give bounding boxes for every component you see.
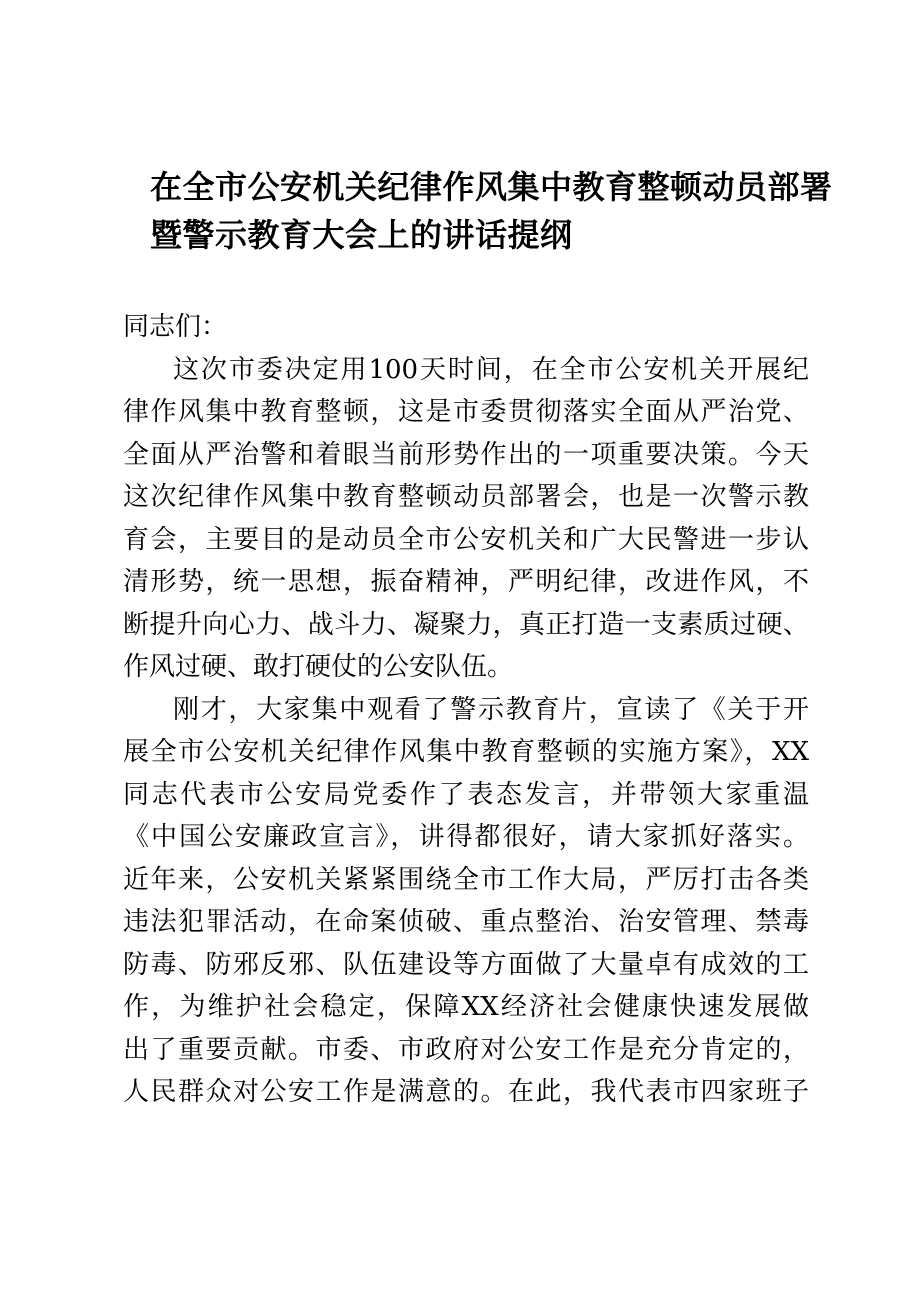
paragraph-line: 律作风集中教育整顿，这是市委贯彻落实全面从严治党、 [123, 397, 809, 427]
paragraph-line: 这次市委决定用100天时间，在全市公安机关开展纪 [173, 354, 809, 385]
paragraph-2 [123, 689, 823, 1114]
paragraph-line: 同志代表市公安局党委作了表态发言，并带领大家重温 [123, 779, 809, 810]
paragraph-line: 人民群众对公安工作是满意的。在此，我代表市四家班子 [123, 1077, 809, 1107]
paragraph-line: 展全市公安机关纪律作风集中教育整顿的实施方案》，XX [123, 737, 809, 767]
document-body [123, 306, 823, 1114]
paragraph-line: 作，为维护社会稳定，保障XX经济社会健康快速发展做 [123, 992, 809, 1022]
title-line: 在全市公安机关纪律作风集中教育整顿动员部署 [150, 168, 833, 206]
paragraph-line: 《中国公安廉政宣言》，讲得都很好，请大家抓好落实。 [123, 822, 809, 852]
paragraph-line: 全面从严治警和着眼当前形势作出的一项重要决策。今天 [123, 439, 809, 470]
paragraph-line: 防毒、防邪反邪、队伍建设等方面做了大量卓有成效的工 [123, 949, 809, 980]
paragraph-line: 断提升向心力、战斗力、凝聚力，真正打造一支素质过硬、 [123, 609, 809, 640]
paragraph-line: 违法犯罪活动，在命案侦破、重点整治、治安管理、禁毒 [123, 907, 809, 937]
document-title [150, 163, 833, 259]
paragraph-line: 清形势，统一思想，振奋精神，严明纪律，改进作风，不 [123, 567, 809, 597]
title-line: 暨警示教育大会上的讲话提纲 [150, 216, 573, 254]
paragraph-line: 出了重要贡献。市委、市政府对公安工作是充分肯定的， [123, 1034, 809, 1065]
salutation: 同志们： [123, 312, 228, 342]
paragraph-1 [123, 349, 823, 689]
paragraph-line: 育会，主要目的是动员全市公安机关和广大民警进一步认 [123, 524, 809, 555]
paragraph-line: 近年来，公安机关紧紧围绕全市工作大局，严厉打击各类 [123, 864, 809, 895]
paragraph-line: 刚才，大家集中观看了警示教育片，宣读了《关于开 [173, 694, 809, 725]
paragraph-line: 这次纪律作风集中教育整顿动员部署会，也是一次警示教 [123, 482, 809, 512]
paragraph-line: 作风过硬、敢打硬仗的公安队伍。 [123, 652, 514, 682]
